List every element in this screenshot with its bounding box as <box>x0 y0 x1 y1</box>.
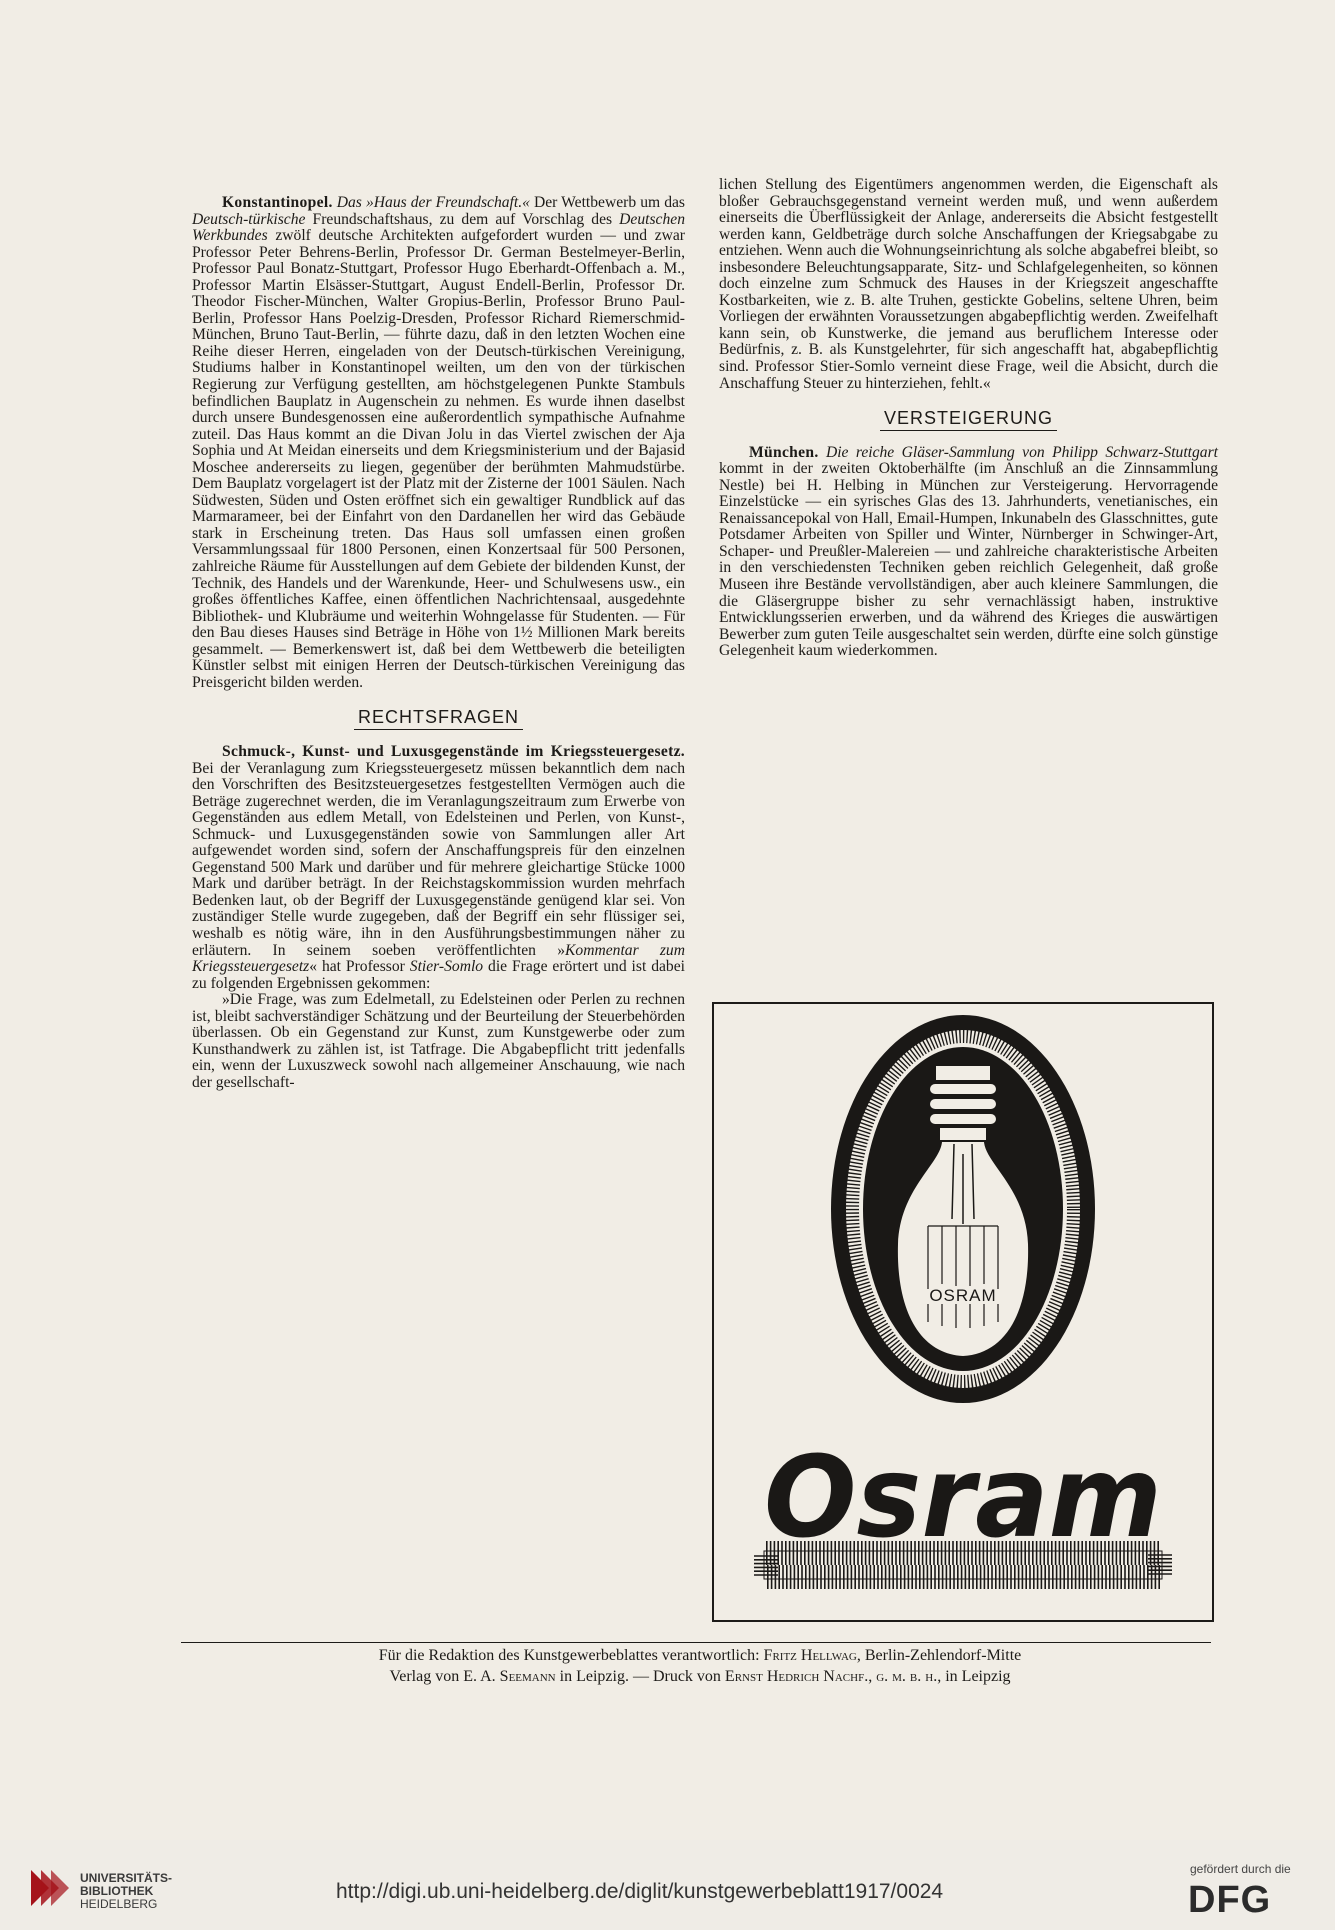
quote-paragraph: »Die Frage, was zum Edelmetall, zu Edelsteinen oder Perlen zu rechnen ist, bleibt sachverständiger Schätzung und der Beurteilung der Steuerbehörden überlassen. Ob ein Gegenstand zur Kunst, zum Kunstgewerbe oder zum Kunsthandwerk zu zählen ist, ist Tatfrage. Die Abgabepflicht tritt jedenfalls ein, wenn der Luxuszweck sowohl nach allgemeiner Anschauung, wie nach der gesellschaft- <box>192 991 685 1091</box>
bulb-label: OSRAM <box>929 1286 997 1305</box>
library-name-line: BIBLIOTHEK <box>80 1884 154 1898</box>
text-run: die Frage erörtert und ist dabei zu folgenden Ergebnissen gekommen: <box>192 958 685 992</box>
library-name-line: UNIVERSITÄTS- <box>80 1871 173 1885</box>
funding-note: gefördert durch die <box>1190 1862 1291 1876</box>
text-run: , Berlin-Zehlendorf-Mitte <box>856 1647 1022 1664</box>
text-run: in Leipzig. — Druck von <box>555 1668 725 1685</box>
continued-paragraph: lichen Stellung des Eigentümers angenommen werden, die Eigenschaft als bloßer Gebrauchsgegenstand verneint werden muß, und wenn außerdem einerseits die Überflüssigkeit der Anlage, andererseits die Absicht festgestellt werden kann, Geldbeträge durch solche Anschaffungen der Kriegsabgabe zu entziehen. Wenn auch die Wohnungseinrichtung als solche abgabefrei bleibt, so insbesondere Beleuchtungsapparate, Sitz- und Schlafgelegenheiten, so können doch einzelne zum Schmuck des Hauses in der Kriegszeit angeschaffte Kostbarkeiten, wie z. B. alte Truhen, gestickte Gobelins, seltene Uhren, beim Vorliegen der erwähnten Voraussetzungen abgabepflichtig werden. Zweifelhaft kann sein, ob Kunstwerke, die jemand aus beruflichem Interesse oder Bedürfnis, z. B. als Kunstgelehrter, für sich angeschafft hat, abgabepflichtig sind. Professor Stier-Somlo verneint diese Frage, weil die Absicht, durch die Anschaffung Steuer zu hinterziehen, fehlt.« <box>719 176 1218 392</box>
article-muenchen <box>719 445 1218 660</box>
bulb-thread <box>930 1099 996 1109</box>
brand-wordmark: Osram <box>764 1433 1162 1563</box>
text-run: zwölf deutsche Architekten aufgefordert wurden — und zwar Professor Peter Behrens-Berlin, Professor Dr. German Bestelmeyer-Berlin, Professor Paul Bonatz-Stuttgart, Professor Hugo Eberhardt-Offenbach a. M., Professor Martin Elsässer-Stuttgart, August Endell-Berlin, Professor Dr. Theodor Fischer-München, Walter Gropius-Berlin, Professor Bruno Paul-Berlin, Professor Hans Poelzig-Dresden, Professor Richard Riemerschmid-München, Bruno Taut-Berlin, — führte dazu, daß in den letzten Wochen eine Reihe dieser Herren, eingeladen von der Deutsch-türkischen Vereinigung, Studiums halber in Konstantinopel weilten, um den von der türkischen Regierung zur Verfügung gestellten, am höchstgelegenen Punkte Stambuls befindlichen Bauplatz in Augenschein zu nehmen. Es wurde ihnen daselbst durch unsere Bundesgenossen eine außerordentlich sympathische Aufnahme zuteil. Das Haus kommt an die Divan Jolu in das Viertel zwischen der Aja Sophia und At Meidan einerseits und dem Kriegsministerium und der Bajasid Moschee andererseits zu liegen, gegenüber der berühmten Mahmudstürbe. Dem Bauplatz vorgelagert ist der Platz mit der Zisterne der 1001 Säulen. Nach Südwesten, Süden und Osten eröffnet sich ein gewaltiger Rundblick auf das Marmarameer, bei der Einfahrt von den Dardanellen her wird das Gebäude stark in Erscheinung treten. Das Haus soll umfassen einen großen Versammlungssaal für 1800 Personen, einen Konzertsaal für 500 Personen, zahlreiche Räume für Ausstellungen auf dem Gebiete der bildenden Kunst, der Technik, des Handels und der Warenkunde, Heer- und Schulwesens usw., ein großes öffentliches Kaffee, einen öffentlichen Nachrichtensaal, ausgedehnte Bibliothek- und Klubräume und weiterhin Wohngelasse für Studenten. — Für den Bau dieses Hauses sind Beträge in Höhe von 1½ Millionen Mark bereits gesammelt. — Bemerkenswert ist, daß bei dem Wettbewerb die beteiligten Künstler selbst mit einigen Herren der Deutsch-türkischen Vereinigung das Preisgericht bilden werden. <box>192 227 685 691</box>
section-heading-text: RECHTSFRAGEN <box>354 709 523 730</box>
bulb-neck <box>940 1128 986 1140</box>
text-run: kommt in der zweiten Oktoberhälfte (im Anschluß an die Zinnsammlung Nestle) bei H. Helbing in München zur Versteigerung. Hervorragende Einzelstücke — ein syrisches Glas des 13. Jahrhunderts, venetianisches, ein Renaissancepokal von Hall, Email-Humpen, Inkunabeln des Glasschnittes, gute Potsdamer Arbeiten von Spiller und Winter, Nürnberger in Schwinger-Art, Schaper- und Preußler-Malereien — und zahlreiche charakteristische Arbeiten in den verschiedensten Techniken geben reichlich Gelegenheit, daß große Museen ihre Bestände vervollständigen, aber auch kleinere Sammlungen, die die Gläsergruppe bisher zu sehr vernachlässigt haben, instruktive Entwicklungsserien erwerben, und da während des Krieges die auswärtigen Bewerber zum guten Teile ausgeschaltet sein werden, dürfte eine solch günstige Gelegenheit kaum wiederkommen. <box>719 460 1218 660</box>
imprint-line-1 <box>180 1647 1220 1665</box>
dfg-logo: DFG <box>1188 1879 1272 1921</box>
bulb-base-cap <box>936 1066 990 1080</box>
text-run: Deutsch-türkische <box>192 210 306 228</box>
text-run: Deutschen Werkbundes <box>192 210 685 245</box>
section-heading-versteigerung <box>719 410 1218 431</box>
imprint-line-2 <box>180 1668 1220 1686</box>
article-head: Konstantinopel. <box>222 194 333 211</box>
text-run: Die reiche Gläser-Sammlung von Philipp Schwarz-Stuttgart <box>825 443 1218 461</box>
left-column <box>192 195 685 1091</box>
text-run: Der Wettbewerb um das <box>534 194 685 211</box>
editor-name: Fritz Hellwag <box>763 1647 857 1664</box>
printer-name: Ernst Hedrich Nachf., g. m. b. h. <box>724 1668 938 1685</box>
text-run: Bei der Veranlagung zum Kriegssteuergesetz müssen bekanntlich dem nach den Vorschriften des Besitzsteuergesetzes festgestellten Vermögen auch die Beträge zugerechnet werden, die im Veranlagungszeitraum zum Erwerbe von Gegenständen aus edlem Metall, von Edelsteinen und Perlen, von Kunst-, Schmuck- und Luxusgegenständen sowie von Sammlungen aller Art aufgewendet worden sind, sofern der Anschaffungspreis für den einzelnen Gegenstand 500 Mark und darüber und für mehrere gleichartige Stücke 1000 Mark und darüber beträgt. In der Reichstagskommission wurden mehrfach Bedenken laut, ob der Begriff der Luxusgegenstände genügend klar sei. Von zuständiger Stelle wurde zugegeben, daß der Begriff ein sehr flüssiger sei, weshalb es nötig wäre, ihn in den Ausführungsbestimmungen näher zu erläutern. In seinem soeben veröffentlichten » <box>192 759 685 959</box>
article-title: Das »Haus der Freundschaft.« <box>336 194 530 211</box>
text-run: « hat Professor <box>309 958 410 976</box>
text-run: Stier-Somlo <box>409 958 484 976</box>
text-run: , in Leipzig <box>937 1668 1011 1685</box>
article-kriegssteuer <box>192 744 685 992</box>
library-name-line: HEIDELBERG <box>80 1897 158 1911</box>
article-konstantinopel <box>192 195 685 691</box>
text-run: Kommentar zum Kriegssteuergesetz <box>192 941 685 976</box>
article-head: München. <box>749 443 819 461</box>
osram-advertisement <box>712 1002 1214 1622</box>
publisher-name: E. A. Seemann <box>463 1668 556 1685</box>
library-name <box>80 1872 172 1911</box>
text-run: Für die Redaktion des Kunstgewerbeblattes verantwortlich: <box>378 1647 764 1664</box>
bulb-thread <box>930 1114 996 1124</box>
text-run: Verlag von <box>389 1668 464 1685</box>
bulb-thread <box>930 1084 996 1094</box>
right-column <box>719 177 1218 660</box>
section-heading-text: VERSTEIGERUNG <box>880 410 1057 431</box>
permalink[interactable]: http://digi.ub.uni-heidelberg.de/diglit/kunstgewerbeblatt1917/0024 <box>336 1880 944 1903</box>
article-head: Schmuck-, Kunst- und Luxusgegenstände im Kriegssteuergesetz. <box>222 742 685 760</box>
osram-ad-art <box>714 1004 1212 1620</box>
university-library-logo-icon <box>27 1866 71 1910</box>
text-run: Freundschaftshaus, zu dem auf Vorschlag des <box>305 210 620 228</box>
imprint-rule <box>181 1642 1211 1643</box>
section-heading-rechtsfragen <box>192 709 685 730</box>
